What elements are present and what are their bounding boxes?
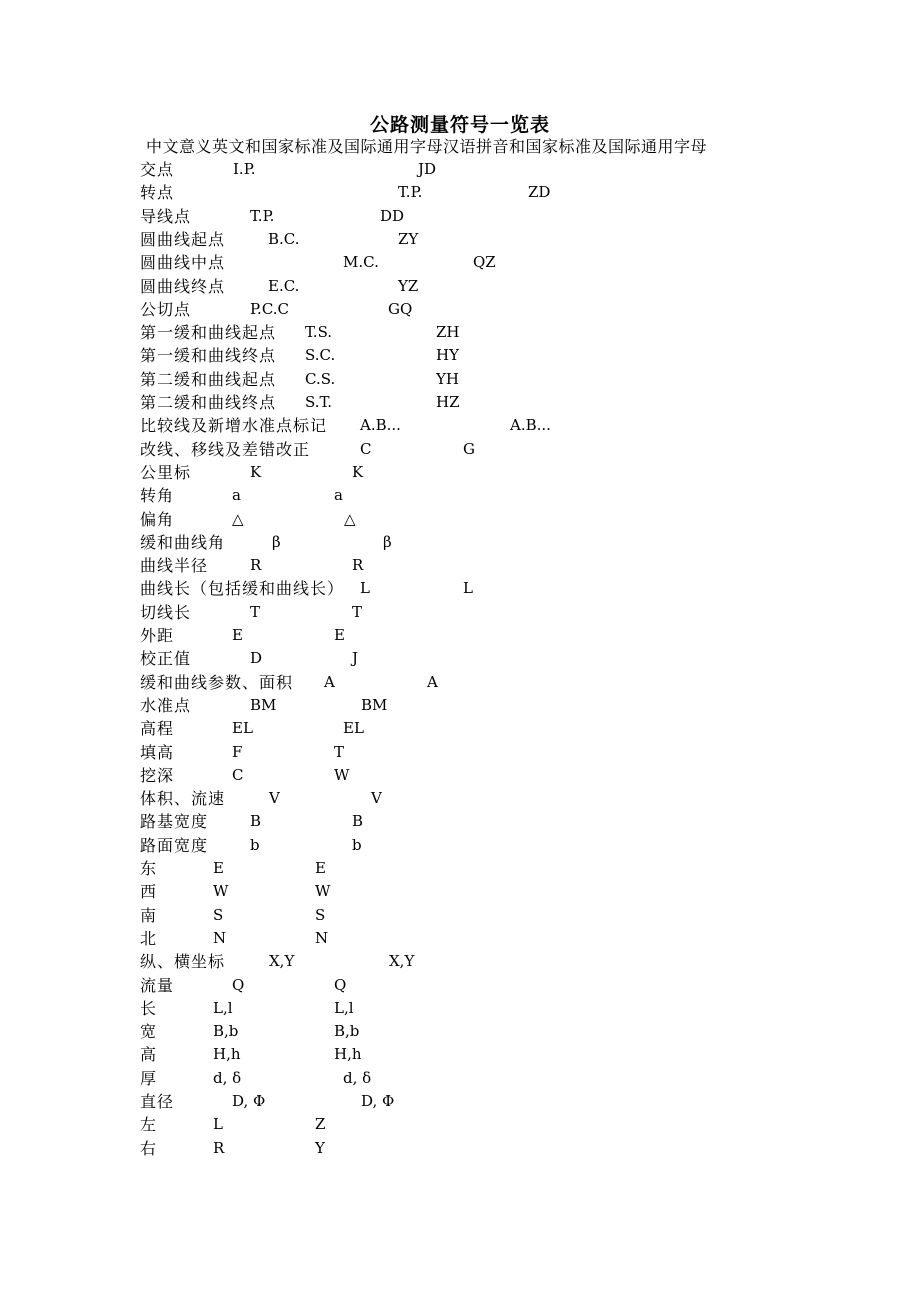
meaning-cell: 路面宽度 <box>140 835 209 855</box>
meaning-cell: 导线点 <box>140 206 192 226</box>
table-row <box>0 810 920 833</box>
table-row <box>0 601 920 624</box>
table-row <box>0 764 920 787</box>
standard-symbol-cell: EL <box>232 719 253 738</box>
meaning-cell: 长 <box>140 998 158 1018</box>
table-row <box>0 205 920 228</box>
meaning-cell: 偏角 <box>140 509 175 529</box>
pinyin-symbol-cell: GQ <box>388 299 413 318</box>
standard-symbol-cell: d, δ <box>213 1068 242 1087</box>
pinyin-symbol-cell: A <box>427 672 438 691</box>
pinyin-symbol-cell: a <box>334 486 343 505</box>
table-row <box>0 927 920 950</box>
meaning-cell: 东 <box>140 859 158 878</box>
standard-symbol-cell: β <box>272 532 281 551</box>
pinyin-symbol-cell: S <box>315 905 326 924</box>
pinyin-symbol-cell: ZH <box>436 323 460 342</box>
pinyin-symbol-cell: Z <box>315 1115 326 1134</box>
table-row <box>0 577 920 600</box>
pinyin-symbol-cell: JD <box>418 160 437 178</box>
table-row <box>0 251 920 274</box>
table-row <box>0 321 920 344</box>
standard-symbol-cell: BM <box>250 695 277 714</box>
meaning-cell: 挖深 <box>140 765 175 785</box>
standard-symbol-cell: W <box>213 882 229 901</box>
table-row <box>0 554 920 577</box>
standard-symbol-cell: Q <box>232 975 245 994</box>
table-row <box>0 950 920 973</box>
table-row <box>0 1113 920 1136</box>
meaning-cell: 转点 <box>140 183 175 203</box>
meaning-cell: 比较线及新增水准点标记 <box>140 416 328 436</box>
table-row <box>0 974 920 997</box>
meaning-cell: 右 <box>140 1138 158 1158</box>
standard-symbol-cell: D <box>250 649 263 668</box>
standard-symbol-cell: S.C. <box>305 346 336 365</box>
pinyin-symbol-cell: L,l <box>334 998 354 1017</box>
pinyin-symbol-cell: B <box>352 812 364 831</box>
standard-symbol-cell: E <box>232 626 243 644</box>
table-row <box>0 414 920 437</box>
pinyin-symbol-cell: d, δ <box>343 1068 372 1087</box>
standard-symbol-cell: V <box>269 789 280 808</box>
standard-symbol-cell: S <box>213 905 224 924</box>
standard-symbol-cell: I.P. <box>233 160 256 178</box>
table-row <box>0 531 920 554</box>
standard-symbol-cell: S.T. <box>305 393 333 411</box>
table-row <box>0 880 920 903</box>
standard-symbol-cell: T.P. <box>250 206 275 225</box>
standard-symbol-cell: H,h <box>213 1045 241 1064</box>
standard-symbol-cell: F <box>232 742 243 761</box>
pinyin-symbol-cell: V <box>371 789 382 808</box>
standard-symbol-cell: C <box>232 765 244 784</box>
standard-symbol-cell: D, Φ <box>232 1092 266 1110</box>
meaning-cell: 厚 <box>140 1068 158 1088</box>
table-row <box>0 368 920 391</box>
table-row <box>0 1043 920 1066</box>
table-row <box>0 904 920 927</box>
pinyin-symbol-cell: DD <box>380 206 405 225</box>
table-row <box>0 158 920 181</box>
pinyin-symbol-cell: ZY <box>398 229 419 248</box>
meaning-cell: 第一缓和曲线终点 <box>140 346 277 366</box>
pinyin-symbol-cell: K <box>352 462 364 481</box>
pinyin-symbol-cell: H,h <box>334 1045 362 1064</box>
meaning-cell: 第一缓和曲线起点 <box>140 323 277 343</box>
standard-symbol-cell: A.B... <box>360 416 401 435</box>
meaning-cell: 宽 <box>140 1022 158 1042</box>
pinyin-symbol-cell: L <box>463 579 473 598</box>
standard-symbol-cell: R <box>213 1138 225 1157</box>
pinyin-symbol-cell: QZ <box>473 253 496 272</box>
table-row <box>0 508 920 531</box>
meaning-cell: 改线、移线及差错改正 <box>140 439 311 459</box>
meaning-cell: 第二缓和曲线终点 <box>140 393 277 412</box>
meaning-cell: 外距 <box>140 626 175 645</box>
table-row <box>0 228 920 251</box>
meaning-cell: 水准点 <box>140 695 192 715</box>
standard-symbol-cell: △ <box>232 509 244 528</box>
meaning-cell: 交点 <box>140 160 175 179</box>
meaning-cell: 路基宽度 <box>140 812 209 832</box>
pinyin-symbol-cell: YH <box>436 369 459 388</box>
meaning-cell: 流量 <box>140 975 175 995</box>
pinyin-symbol-cell: ZD <box>528 183 551 202</box>
table-row <box>0 787 920 810</box>
standard-symbol-cell: E <box>213 859 224 877</box>
meaning-cell: 第二缓和曲线起点 <box>140 369 277 389</box>
standard-symbol-cell: X,Y <box>269 952 295 971</box>
table-row <box>0 857 920 880</box>
meaning-cell: 曲线长（包括缓和曲线长） <box>140 579 345 599</box>
meaning-cell: 公里标 <box>140 462 192 482</box>
pinyin-symbol-cell: B,b <box>334 1022 360 1041</box>
table-row <box>0 391 920 414</box>
standard-symbol-cell: P.C.C <box>250 299 290 318</box>
table-row <box>0 275 920 298</box>
meaning-cell: 公切点 <box>140 299 192 319</box>
pinyin-symbol-cell: W <box>315 882 331 901</box>
meaning-cell: 体积、流速 <box>140 789 226 809</box>
pinyin-symbol-cell: HZ <box>436 393 460 411</box>
pinyin-symbol-cell: BM <box>361 695 388 714</box>
pinyin-symbol-cell: YZ <box>398 276 419 295</box>
standard-symbol-cell: N <box>213 928 227 947</box>
document-title: 公路测量符号一览表 <box>369 114 550 136</box>
standard-symbol-cell: T <box>250 602 261 621</box>
pinyin-symbol-cell: D, Φ <box>361 1092 395 1110</box>
standard-symbol-cell: B <box>250 812 262 831</box>
table-row <box>0 298 920 321</box>
pinyin-symbol-cell: N <box>315 928 329 947</box>
meaning-cell: 缓和曲线角 <box>140 532 226 552</box>
pinyin-symbol-cell: A.B... <box>510 416 551 435</box>
standard-symbol-cell: b <box>250 835 260 854</box>
table-row <box>0 834 920 857</box>
standard-symbol-cell: T.P. <box>398 183 423 202</box>
pinyin-symbol-cell: EL <box>343 719 364 738</box>
pinyin-symbol-cell: Y <box>315 1138 325 1157</box>
meaning-cell: 圆曲线终点 <box>140 276 226 296</box>
pinyin-symbol-cell: G <box>463 439 475 458</box>
table-row <box>0 624 920 647</box>
table-row <box>0 1090 920 1113</box>
table-row <box>0 438 920 461</box>
meaning-cell: 北 <box>140 928 158 948</box>
standard-symbol-cell: E.C. <box>268 276 300 295</box>
pinyin-symbol-cell: J <box>352 649 359 668</box>
table-row <box>0 647 920 670</box>
standard-symbol-cell: M.C. <box>343 253 379 272</box>
meaning-cell: 直径 <box>140 1092 175 1111</box>
table-row <box>0 1067 920 1090</box>
meaning-cell: 南 <box>140 905 158 925</box>
meaning-cell: 西 <box>140 882 158 902</box>
meaning-cell: 纵、横坐标 <box>140 952 226 972</box>
table-row <box>0 344 920 367</box>
standard-symbol-cell: T.S. <box>305 323 333 342</box>
standard-symbol-cell: R <box>250 556 262 575</box>
table-row <box>0 997 920 1020</box>
meaning-cell: 切线长 <box>140 602 192 622</box>
standard-symbol-cell: B,b <box>213 1022 239 1041</box>
meaning-cell: 圆曲线起点 <box>140 229 226 249</box>
pinyin-symbol-cell: HY <box>436 346 459 365</box>
standard-symbol-cell: C.S. <box>305 369 336 388</box>
meaning-cell: 缓和曲线参数、面积 <box>140 672 294 692</box>
table-row <box>0 741 920 764</box>
standard-symbol-cell: B.C. <box>268 229 300 248</box>
meaning-cell: 转角 <box>140 486 175 506</box>
table-row <box>0 181 920 204</box>
meaning-cell: 曲线半径 <box>140 556 209 576</box>
standard-symbol-cell: a <box>232 486 241 505</box>
standard-symbol-cell: L <box>360 579 370 598</box>
standard-symbol-cell: C <box>360 439 372 458</box>
pinyin-symbol-cell: b <box>352 835 362 854</box>
pinyin-symbol-cell: X,Y <box>389 952 415 971</box>
pinyin-symbol-cell: W <box>334 765 350 784</box>
standard-symbol-cell: L <box>213 1115 223 1134</box>
table-row <box>0 1020 920 1043</box>
standard-symbol-cell: L,l <box>213 998 233 1017</box>
pinyin-symbol-cell: Q <box>334 975 347 994</box>
table-row <box>0 717 920 740</box>
pinyin-symbol-cell: R <box>352 556 364 575</box>
table-row <box>0 461 920 484</box>
meaning-cell: 校正值 <box>140 649 192 669</box>
table-header: 中文意义英文和国家标准及国际通用字母汉语拼音和国家标准及国际通用字母 <box>146 137 708 156</box>
meaning-cell: 左 <box>140 1115 158 1135</box>
pinyin-symbol-cell: △ <box>344 509 356 528</box>
pinyin-symbol-cell: β <box>383 532 392 551</box>
table-row <box>0 1137 920 1160</box>
pinyin-symbol-cell: E <box>334 626 345 644</box>
table-row <box>0 484 920 507</box>
standard-symbol-cell: K <box>250 462 262 481</box>
meaning-cell: 高程 <box>140 719 175 739</box>
table-row <box>0 694 920 717</box>
pinyin-symbol-cell: T <box>334 742 345 761</box>
meaning-cell: 高 <box>140 1045 158 1065</box>
meaning-cell: 圆曲线中点 <box>140 253 226 273</box>
pinyin-symbol-cell: E <box>315 859 326 877</box>
standard-symbol-cell: A <box>324 672 335 691</box>
pinyin-symbol-cell: T <box>352 602 363 621</box>
table-row <box>0 671 920 694</box>
meaning-cell: 填高 <box>140 742 175 762</box>
